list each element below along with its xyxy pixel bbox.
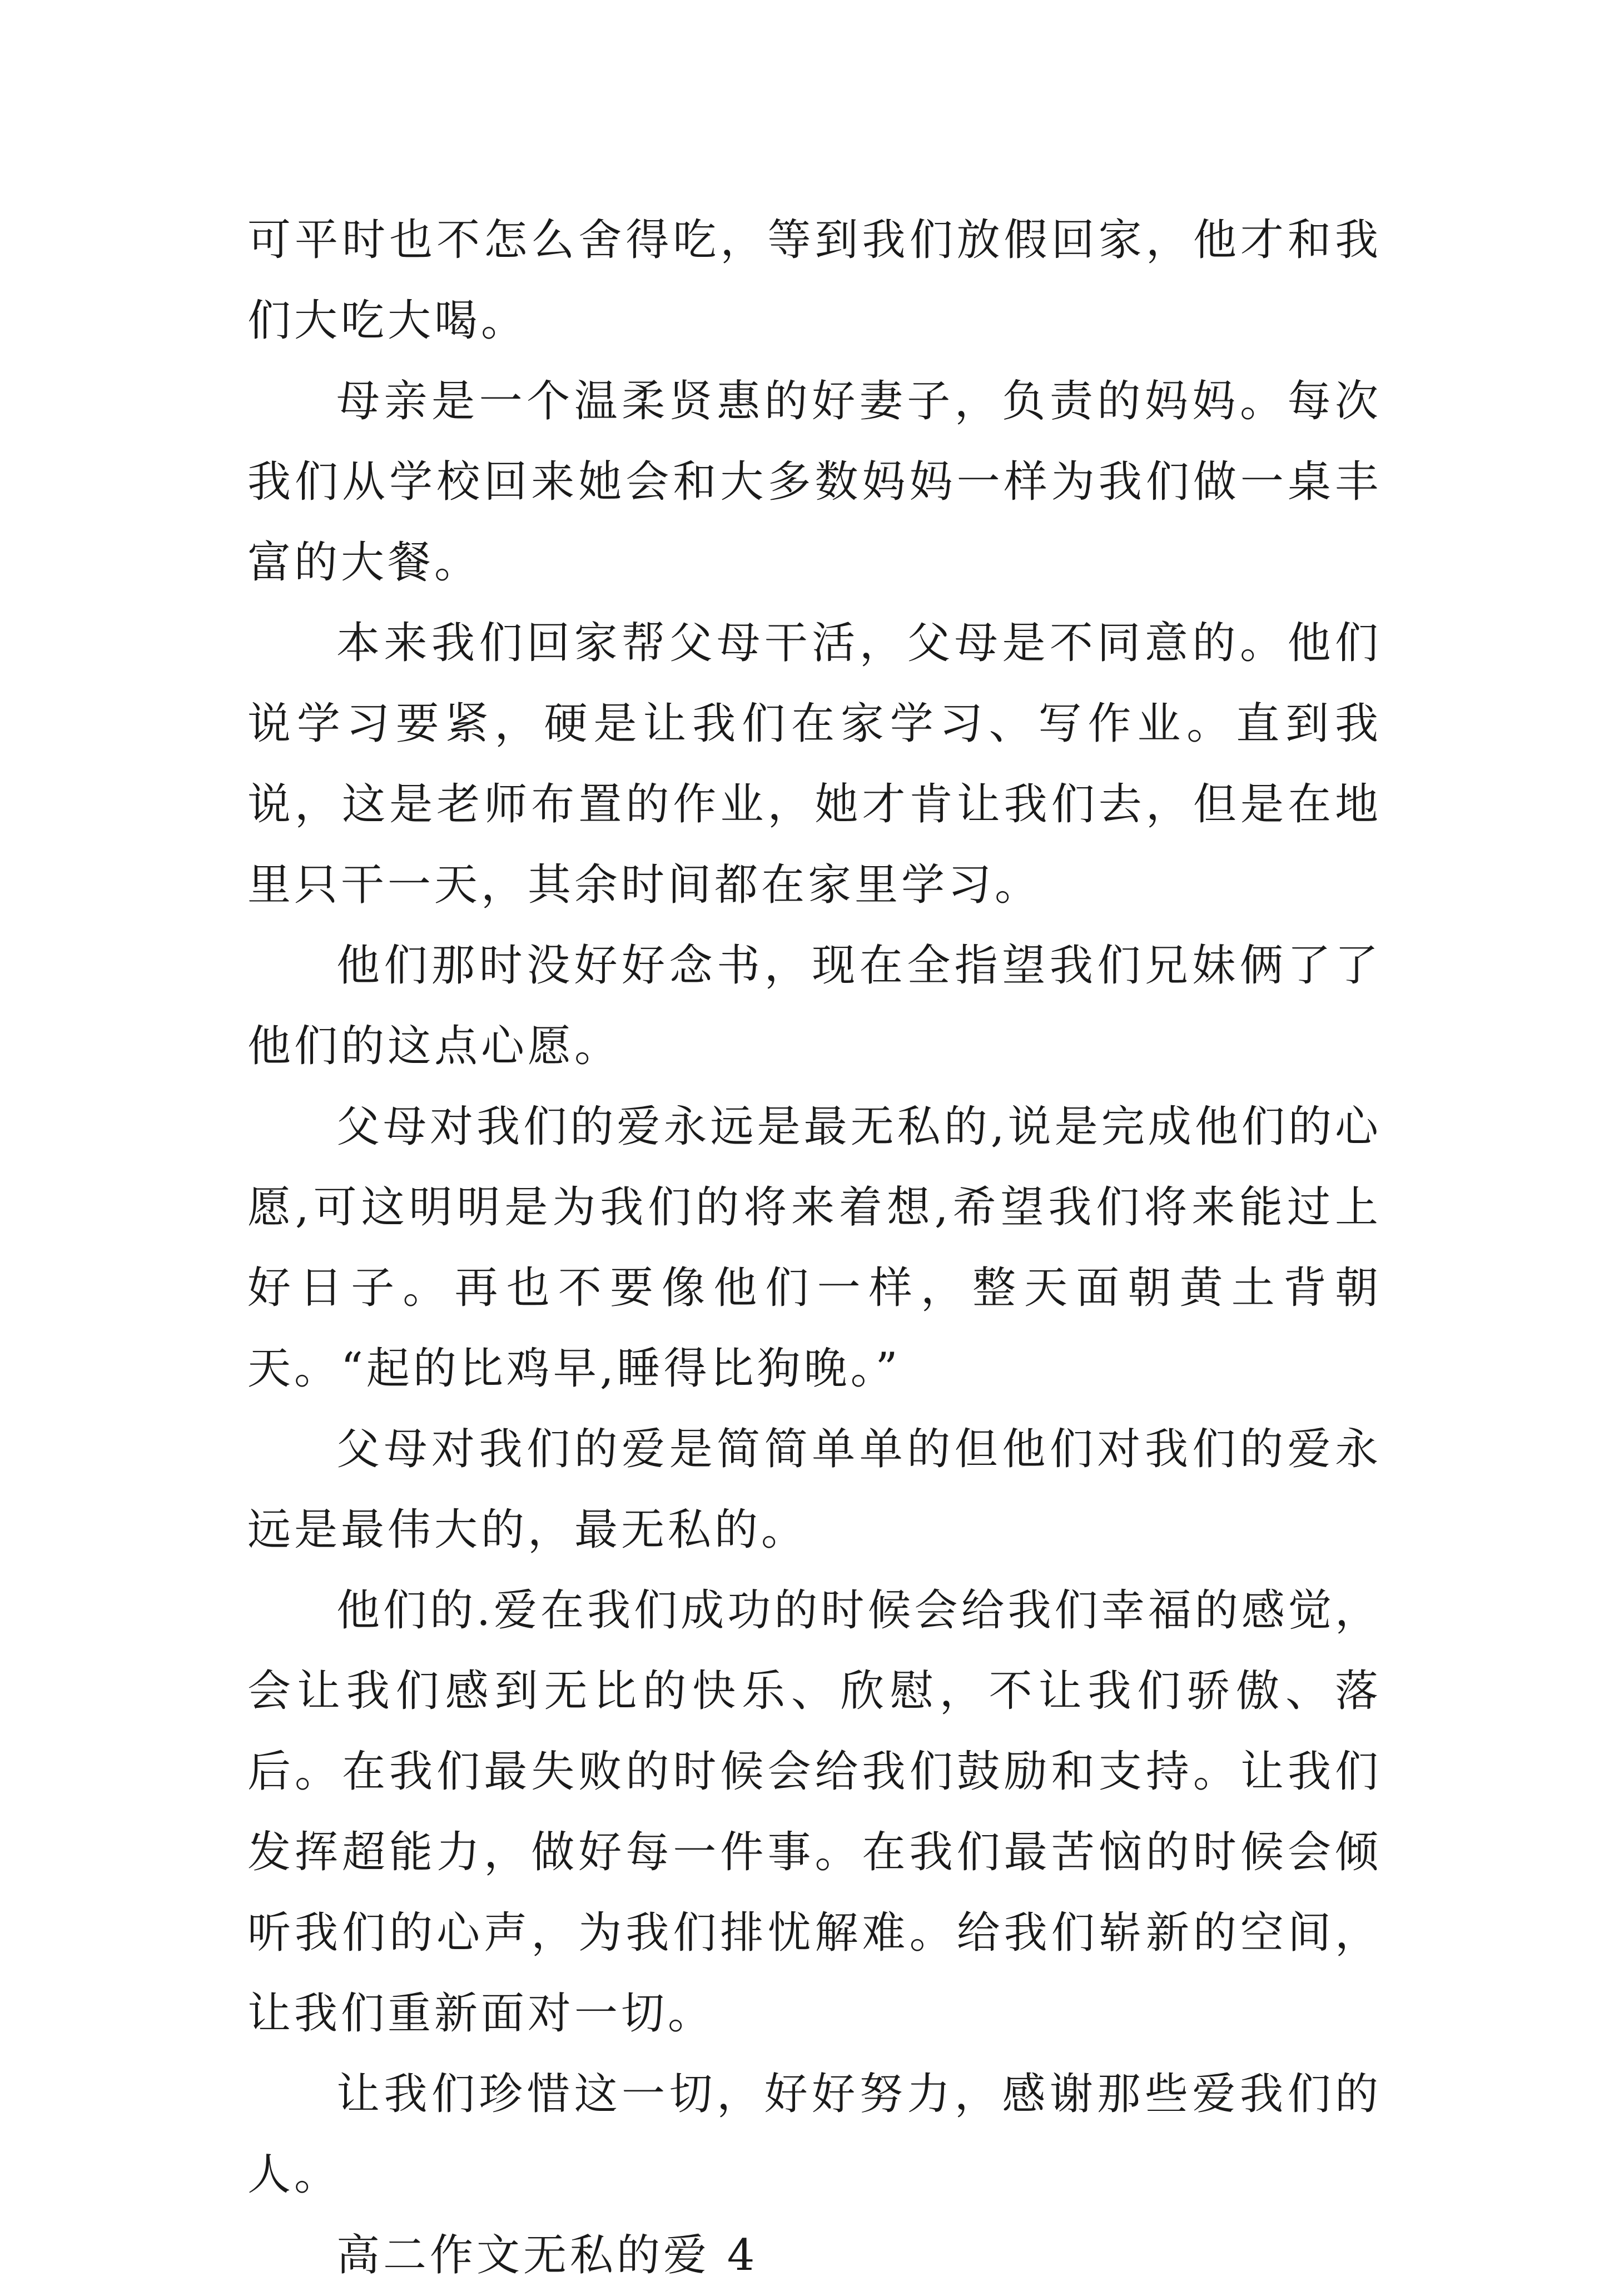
paragraph-1: 可平时也不怎么舍得吃，等到我们放假回家，他才和我们大吃大喝。 (247, 215, 1382, 346)
paragraph-5: 父母对我们的爱永远是最无私的,说是完成他们的心愿,可这明明是为我们的将来着想,希望我们将来能过上好日子。再也不要像他们一样，整天面朝黄土背朝天。“起的比鸡早,睡得比狗晚。” (247, 1102, 1382, 1394)
paragraph-8: 让我们珍惜这一切，好好努力，感谢那些爱我们的人。 (247, 2069, 1382, 2200)
paragraph-7: 他们的.爱在我们成功的时候会给我们幸福的感觉，会让我们感到无比的快乐、欣慰，不让我们骄傲、落后。在我们最失败的时候会给我们鼓励和支持。让我们发挥超能力，做好每一件事。在我们最苦恼的时候会倾听我们的心声，为我们排忧解难。给我们崭新的空间，让我们重新面对一切。 (247, 1586, 1382, 2039)
document-body (247, 200, 1382, 2296)
paragraph-3: 本来我们回家帮父母干活，父母是不同意的。他们说学习要紧，硬是让我们在家学习、写作业。直到我说，这是老师布置的作业，她才肯让我们去，但是在地里只干一天，其余时间都在家里学习。 (247, 618, 1382, 910)
paragraph-6: 父母对我们的爱是简简单单的但他们对我们的爱永远是最伟大的，最无私的。 (247, 1424, 1382, 1555)
paragraph-2: 母亲是一个温柔贤惠的好妻子，负责的妈妈。每次我们从学校回来她会和大多数妈妈一样为我们做一桌丰富的大餐。 (247, 376, 1382, 588)
paragraph-4: 他们那时没好好念书，现在全指望我们兄妹俩了了他们的这点心愿。 (247, 941, 1382, 1071)
section-heading: 高二作文无私的爱 4 (336, 2230, 758, 2280)
